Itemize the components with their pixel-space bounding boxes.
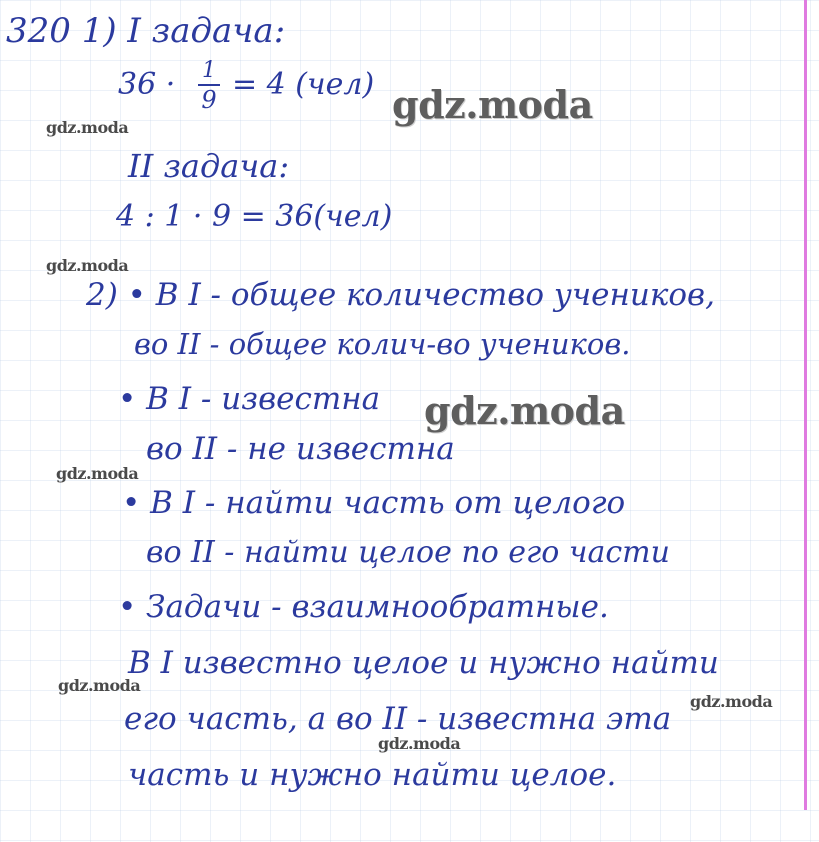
fraction-numerator: 1 <box>202 58 216 83</box>
task2-heading: II задача: <box>128 147 290 185</box>
part2-line-4: во II - не известна <box>146 431 455 467</box>
part2-line-6: во II - найти целое по его части <box>146 535 670 570</box>
watermark-large: gdz.moda <box>424 388 625 433</box>
problem-header: 320 1) I задача: <box>6 11 286 51</box>
part2-line-10: часть и нужно найти целое. <box>128 757 617 793</box>
part2-line-2: во II - общее колич-во учеников. <box>134 327 631 361</box>
watermark-small: gdz.moda <box>46 256 129 275</box>
watermark-small: gdz.moda <box>56 464 139 483</box>
watermark-small: gdz.moda <box>46 118 129 137</box>
watermark-large: gdz.moda <box>392 82 593 127</box>
task2-expression: 4 : 1 · 9 = 36(чел) <box>116 199 393 234</box>
task1-fraction <box>198 60 220 112</box>
task1-expression-left: 36 · <box>118 67 176 102</box>
margin-line <box>804 0 807 810</box>
part2-line-9: его часть, а во II - известна эта <box>124 701 672 737</box>
task1-expression-right: = 4 (чел) <box>232 67 375 102</box>
part2-line-7: • Задачи - взаимнообратные. <box>118 589 609 625</box>
watermark-small: gdz.moda <box>690 692 773 711</box>
part2-line-8: В I известно целое и нужно найти <box>128 645 719 681</box>
fraction-denominator: 9 <box>201 86 217 114</box>
part2-line-1: 2) • В I - общее количество учеников, <box>86 277 715 313</box>
watermark-small: gdz.moda <box>378 734 461 753</box>
part2-line-5: • В I - найти часть от целого <box>122 485 626 521</box>
part2-line-3: • В I - известна <box>118 381 381 417</box>
watermark-small: gdz.moda <box>58 676 141 695</box>
